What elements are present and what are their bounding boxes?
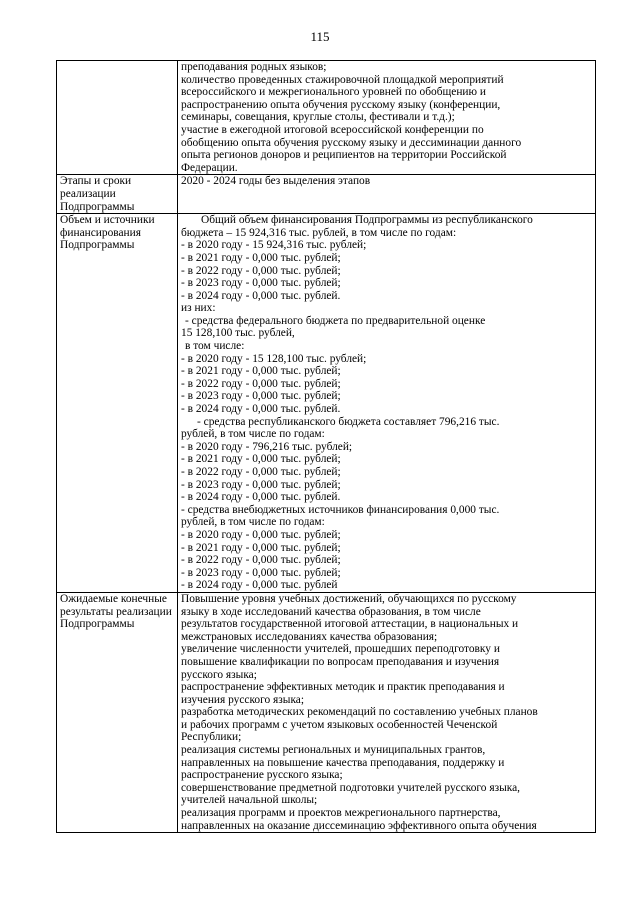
row-content	[178, 175, 596, 214]
text-line: - в 2020 году - 15 128,100 тыс. рублей;	[181, 352, 367, 365]
text-line: разработка методических рекомендаций по составлению учебных планов	[181, 706, 538, 719]
row-content	[178, 214, 596, 593]
passport-table	[56, 60, 596, 833]
table-row	[57, 175, 596, 214]
table-row	[57, 592, 596, 832]
text-line: - в 2024 году - 0,000 тыс. рублей.	[181, 403, 341, 416]
text-line: - в 2024 году - 0,000 тыс. рублей.	[181, 491, 341, 504]
text-line: рублей, в том числе по годам:	[181, 516, 325, 529]
text-line: Общий объем финансирования Подпрограммы из республиканского	[201, 214, 533, 227]
row-content	[178, 592, 596, 832]
text-line: - в 2020 году - 0,000 тыс. рублей;	[181, 528, 341, 541]
text-line: - в 2022 году - 0,000 тыс. рублей;	[181, 264, 341, 277]
text-line: Республики;	[181, 731, 242, 744]
text-line: - в 2022 году - 0,000 тыс. рублей;	[181, 554, 341, 567]
text-line: реализация программ и проектов межрегионального партнерства,	[181, 807, 501, 820]
text-line: - в 2024 году - 0,000 тыс. рублей	[181, 579, 338, 592]
row-label: Этапы и сроки реализации Подпрограммы	[57, 175, 178, 214]
text-line: повышение квалификации по вопросам преподавания и изучения	[181, 655, 500, 668]
table-row	[57, 61, 596, 175]
text-line: 2020 - 2024 годы без выделения этапов	[181, 175, 371, 188]
text-line: распространение русского языка;	[181, 769, 343, 782]
text-line: участие в ежегодной итоговой всероссийской конференции по	[181, 123, 484, 136]
text-line: - в 2021 году - 0,000 тыс. рублей;	[181, 541, 341, 554]
text-line: - в 2021 году - 0,000 тыс. рублей;	[181, 365, 341, 378]
text-line: межстрановых исследованиях качества образования;	[181, 630, 438, 643]
text-line: увеличение численности учителей, прошедших переподготовку и	[181, 643, 500, 656]
text-line: направленных на повышение качества преподавания, поддержку и	[181, 756, 505, 769]
table-body	[57, 61, 596, 833]
text-line: 15 128,100 тыс. рублей,	[181, 327, 295, 340]
text-line: Повышение уровня учебных достижений, обучающихся по русскому	[181, 592, 517, 605]
text-line: - в 2021 году - 0,000 тыс. рублей;	[181, 453, 341, 466]
text-line: направленных на оказание диссеминацию эффективного опыта обучения	[181, 819, 537, 832]
text-line: - в 2021 году - 0,000 тыс. рублей;	[181, 251, 341, 264]
text-line: Федерации.	[181, 161, 238, 174]
text-line: реализация системы региональных и муниципальных грантов,	[181, 744, 486, 757]
text-line: семинары, совещания, круглые столы, фестивали и т.д.);	[181, 111, 455, 124]
text-line: - в 2020 году - 796,216 тыс. рублей;	[181, 440, 353, 453]
text-line: - в 2022 году - 0,000 тыс. рублей;	[181, 377, 341, 390]
text-line: количество проведенных стажировочной площадкой мероприятий	[181, 73, 504, 86]
text-line: учителей начальной школы;	[181, 794, 318, 807]
text-line: - в 2022 году - 0,000 тыс. рублей;	[181, 466, 341, 478]
text-line: русского языка;	[181, 668, 257, 681]
text-line: и рабочих программ с учетом языковых особенностей Чеченской	[181, 718, 498, 731]
text-line: из них:	[181, 302, 216, 315]
text-line: обобщению опыта обучения русскому языку и дессиминации данного	[181, 136, 522, 149]
text-line: - в 2024 году - 0,000 тыс. рублей.	[181, 289, 341, 302]
row-label: Объем и источники финансирования Подпрограммы	[57, 214, 178, 593]
text-line: - в 2023 году - 0,000 тыс. рублей;	[181, 390, 341, 403]
text-line: рублей, в том числе по годам:	[181, 428, 325, 441]
text-line: - в 2023 году - 0,000 тыс. рублей;	[181, 478, 341, 491]
text-line: - средства республиканского бюджета составляет 796,216 тыс.	[197, 415, 500, 428]
row-label	[57, 61, 178, 175]
text-line: бюджета – 15 924,316 тыс. рублей, в том числе по годам:	[181, 226, 457, 239]
text-line: совершенствование предметной подготовки учителей русского языка,	[181, 781, 521, 794]
text-line: всероссийского и межрегионального уровней по обобщению и	[181, 86, 486, 99]
text-line: - в 2023 году - 0,000 тыс. рублей;	[181, 566, 341, 579]
row-content	[178, 61, 596, 175]
text-line: - в 2023 году - 0,000 тыс. рублей;	[181, 277, 341, 290]
text-line: - средства федерального бюджета по предварительной оценке	[185, 314, 486, 327]
text-line: - средства внебюджетных источников финансирования 0,000 тыс.	[181, 503, 500, 516]
text-line: языку в ходе исследований качества образования, в том числе	[181, 605, 481, 618]
text-line: распространению опыта обучения русскому языку (конференции,	[181, 98, 501, 111]
text-line: результатов государственной итоговой аттестации, в национальных и	[181, 618, 519, 631]
page-number: 115	[310, 29, 330, 44]
text-line: изучения русского языка;	[181, 693, 305, 706]
text-line: опыта регионов доноров и реципиентов на территории Российской	[181, 149, 507, 162]
text-line: преподавания родных языков;	[181, 61, 327, 73]
text-line: - в 2020 году - 15 924,316 тыс. рублей;	[181, 239, 367, 252]
table-row	[57, 214, 596, 593]
row-label: Ожидаемые конечные результаты реализации Подпрограммы	[57, 592, 178, 832]
text-line: распространение эффективных методик и практик преподавания и	[181, 681, 505, 694]
text-line: в том числе:	[185, 340, 245, 353]
